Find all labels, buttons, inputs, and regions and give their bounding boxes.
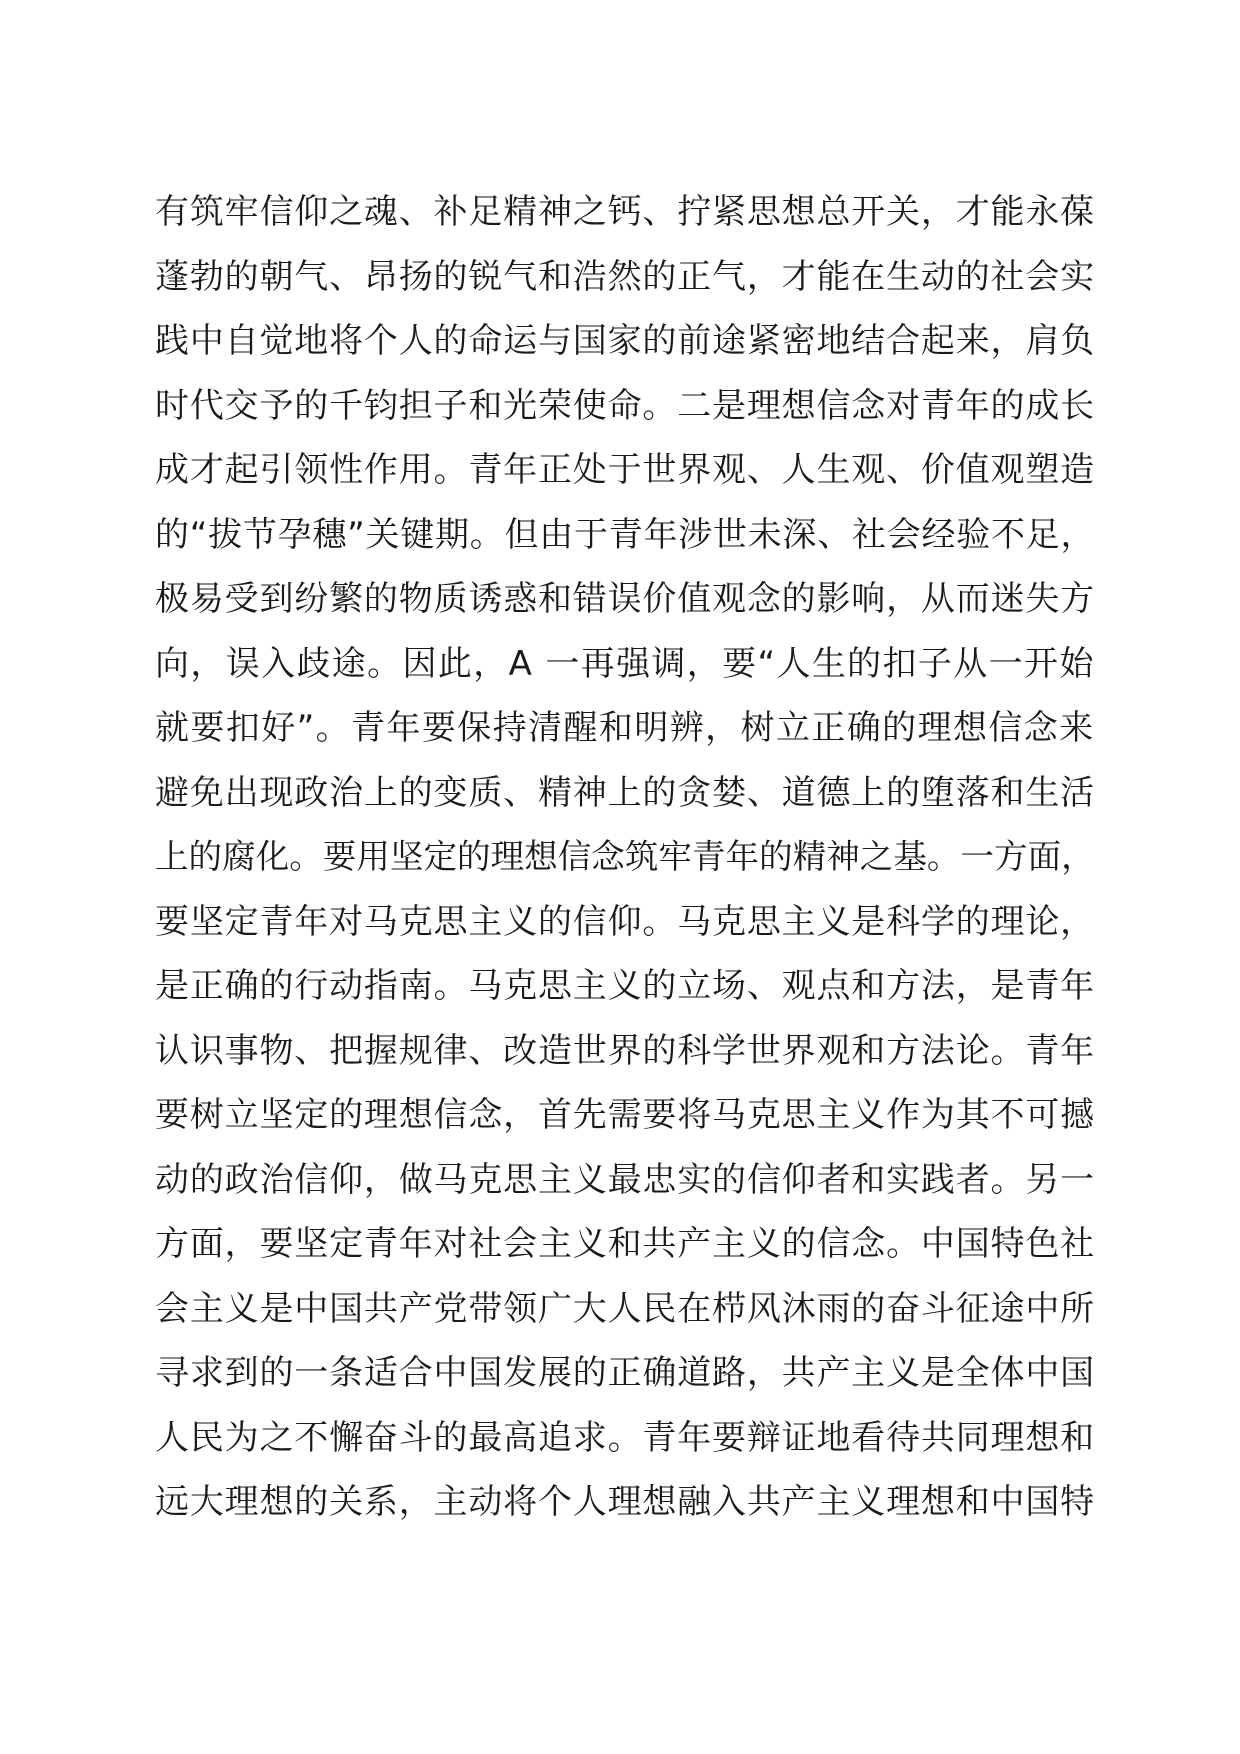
text-line: 蓬勃的朝气、昂扬的锐气和浩然的正气，才能在生动的社会实 xyxy=(155,256,1095,297)
text-line: 有筑牢信仰之魂、补足精神之钙、拧紧思想总开关，才能永葆 xyxy=(155,192,1095,232)
text-line: 会主义是中国共产党带领广大人民在栉风沐雨的奋斗征途中所 xyxy=(155,1288,1095,1329)
text-line: 极易受到纷繁的物质诱惑和错误价值观念的影响，从而迷失方 xyxy=(155,579,1095,619)
body-text xyxy=(155,180,1095,1535)
text-line: 是正确的行动指南。马克思主义的立场、观点和方法，是青年 xyxy=(155,966,1095,1006)
text-line: 要坚定青年对马克思主义的信仰。马克思主义是科学的理论， xyxy=(155,901,1095,942)
text-line: 上的腐化。要用坚定的理想信念筑牢青年的精神之基。一方面， xyxy=(155,837,1095,876)
text-line: 成才起引领性作用。青年正处于世界观、人生观、价值观塑造 xyxy=(155,450,1095,490)
text-line: 践中自觉地将个人的命运与国家的前途紧密地结合起来，肩负 xyxy=(155,321,1095,361)
text-line: 寻求到的一条适合中国发展的正确道路，共产主义是全体中国 xyxy=(155,1353,1095,1393)
text-line: 人民为之不懈奋斗的最高追求。青年要辩证地看待共同理想和 xyxy=(155,1417,1095,1458)
text-line: 要树立坚定的理想信念，首先需要将马克思主义作为其不可撼 xyxy=(155,1095,1095,1135)
text-line: 就要扣好”。青年要保持清醒和明辨，树立正确的理想信念来 xyxy=(155,708,1095,748)
text-line: 时代交予的千钧担子和光荣使命。二是理想信念对青年的成长 xyxy=(155,385,1095,426)
text-line: 避免出现政治上的变质、精神上的贪婪、道德上的堕落和生活 xyxy=(155,772,1095,813)
text-line: 动的政治信仰，做马克思主义最忠实的信仰者和实践者。另一 xyxy=(155,1159,1095,1200)
text-line: 方面，要坚定青年对社会主义和共产主义的信念。中国特色社 xyxy=(155,1224,1095,1264)
text-line: 认识事物、把握规律、改造世界的科学世界观和方法论。青年 xyxy=(155,1030,1095,1071)
text-line: 向，误入歧途。因此，A 一再强调，要“人生的扣子从一开始 xyxy=(155,643,1095,684)
text-line: 的“拔节孕穗”关键期。但由于青年涉世未深、社会经验不足， xyxy=(155,514,1096,555)
text-line: 远大理想的关系，主动将个人理想融入共产主义理想和中国特 xyxy=(155,1482,1095,1522)
